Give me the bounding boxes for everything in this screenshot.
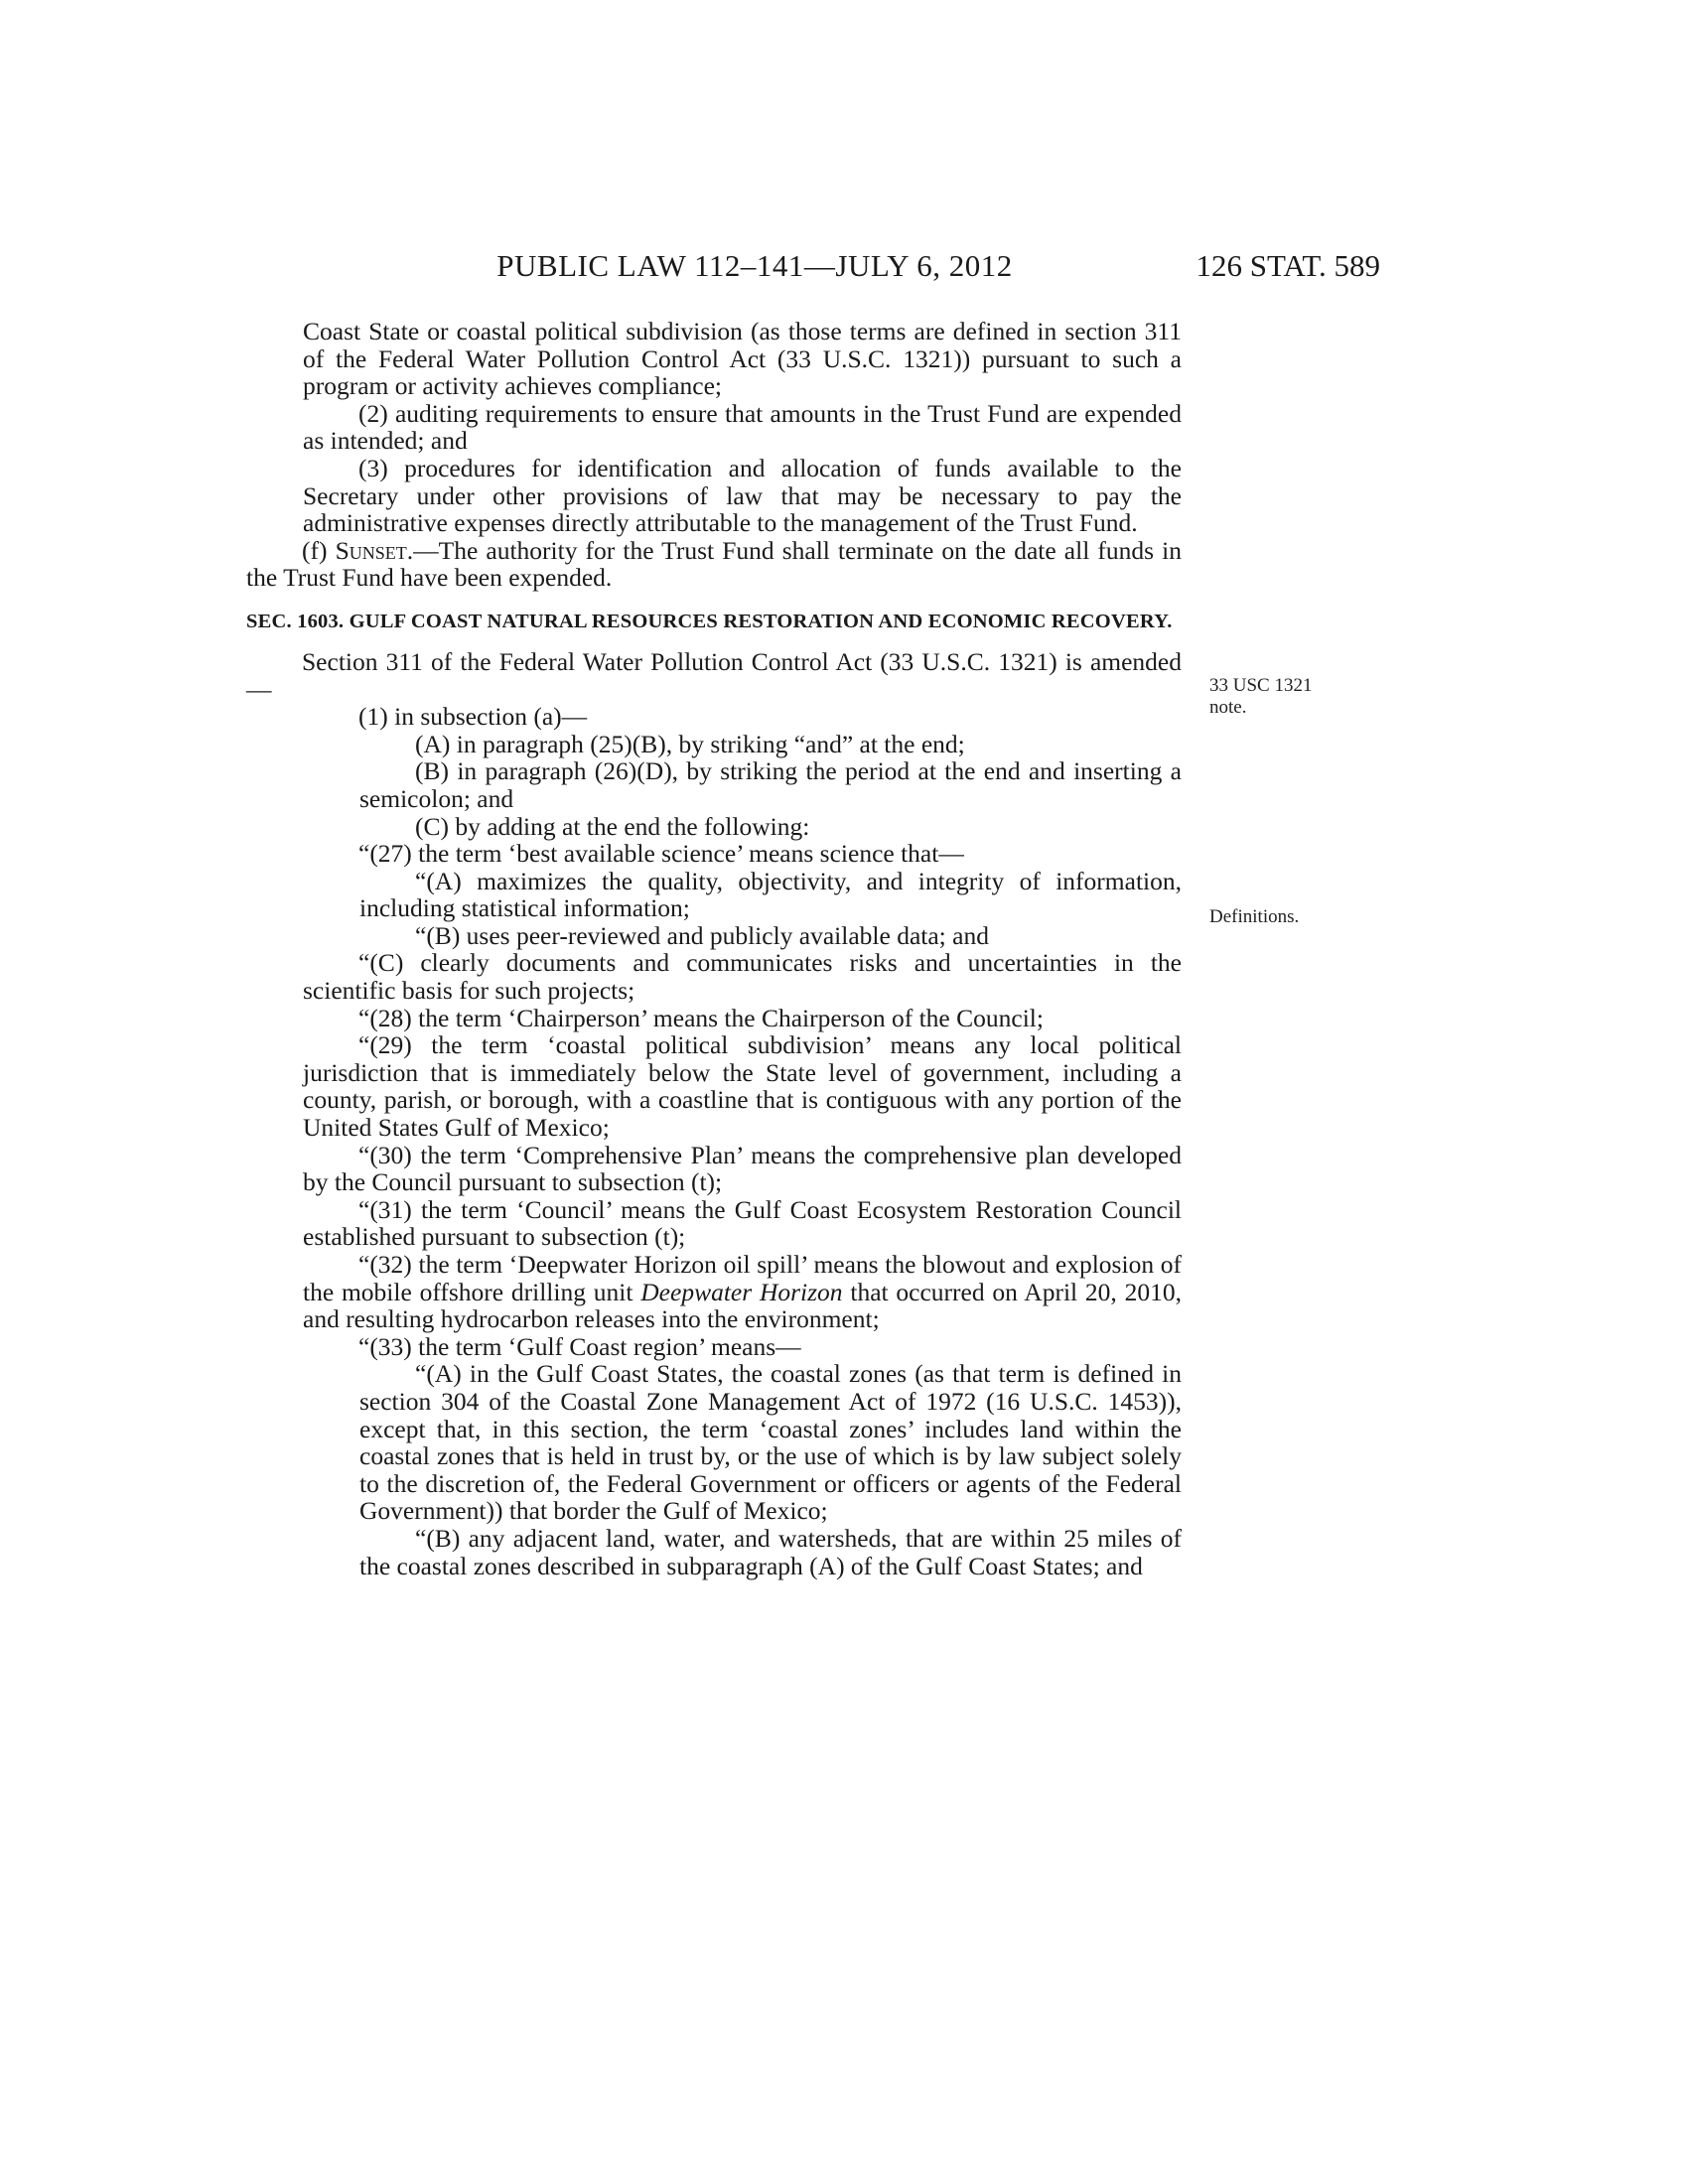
paragraph: “(B) uses peer-reviewed and publicly available data; and bbox=[415, 920, 989, 950]
running-header-title: PUBLIC LAW 112–141—JULY 6, 2012 bbox=[496, 248, 1013, 283]
paragraph: (1) in subsection (a)— bbox=[358, 702, 588, 732]
paragraph: (C) by adding at the end the following: bbox=[415, 811, 810, 841]
section-heading: SEC. 1603. GULF COAST NATURAL RESOURCES RESTORATION AND ECONOMIC RECOVERY. bbox=[246, 610, 1173, 632]
paragraph: (3) procedures for identification and allocation of funds available to the Secretary under other provisions of law that may be necessary to pay the administrative expenses directly attributable to the management of the Trust Fund. bbox=[303, 453, 1182, 538]
paragraph-text: that occurred on April 20, 2010, and resulting hydrocarbon releases into the environment; bbox=[303, 1277, 1182, 1334]
subsection-text: .—The authority for the Trust Fund shall terminate on the date all funds in the Trust Fund have been expended. bbox=[246, 535, 1182, 593]
paragraph: “(33) the term ‘Gulf Coast region’ means— bbox=[358, 1331, 801, 1361]
margin-note-usc: 33 USC 1321 note. bbox=[1209, 675, 1313, 718]
paragraph: (2) auditing requirements to ensure that amounts in the Trust Fund are expended as intended; and bbox=[303, 398, 1182, 456]
document-body bbox=[246, 317, 1182, 1580]
vessel-name: Deepwater Horizon bbox=[640, 1277, 843, 1306]
paragraph: “(31) the term ‘Council’ means the Gulf Coast Ecosystem Restoration Council established pursuant to subsection (t); bbox=[303, 1194, 1182, 1252]
paragraph: “(A) in the Gulf Coast States, the coastal zones (as that term is defined in section 304 of the Coastal Zone Management Act of 1972 (16 U.S.C. 1453)), except that, in this section, the term ‘coastal zones’ includes land within the coastal zones that is held in trust by, or the use of which is by law subject solely to the discretion of, the Federal Government or officers or agents of the Federal Government)) that border the Gulf of Mexico; bbox=[359, 1359, 1182, 1526]
paragraph bbox=[303, 1251, 1182, 1333]
paragraph: (A) in paragraph (25)(B), by striking “and” at the end; bbox=[415, 729, 965, 758]
paragraph: Coast State or coastal political subdivision (as those terms are defined in section 311 of the Federal Water Pollution Control Act (33 U.S.C. 1321)) pursuant to such a program or activity achieves compliance; bbox=[303, 317, 1182, 401]
paragraph: “(A) maximizes the quality, objectivity, and integrity of information, including statistical information; bbox=[359, 866, 1182, 923]
paragraph: “(C) clearly documents and communicates risks and uncertainties in the scientific basis for such projects; bbox=[303, 948, 1182, 1006]
subsection-heading: Sunset bbox=[335, 535, 407, 565]
subsection-f bbox=[246, 537, 1182, 592]
paragraph: “(B) any adjacent land, water, and watersheds, that are within 25 miles of the coastal zones described in subparagraph (A) of the Gulf Coast States; and bbox=[359, 1523, 1182, 1580]
paragraph: “(30) the term ‘Comprehensive Plan’ means the comprehensive plan developed by the Council pursuant to subsection (t); bbox=[303, 1140, 1182, 1197]
paragraph-text: “(32) the term ‘Deepwater Horizon oil spill’ means the blowout and explosion of the mobile offshore drilling unit bbox=[303, 1250, 1182, 1306]
paragraph: (B) in paragraph (26)(D), by striking the period at the end and inserting a semicolon; and bbox=[359, 756, 1182, 813]
paragraph: “(29) the term ‘coastal political subdivision’ means any local political jurisdiction that is immediately below the State level of government, including a county, parish, or borough, with a coastline that is contiguous with any portion of the United States Gulf of Mexico; bbox=[303, 1030, 1182, 1143]
paragraph: Section 311 of the Federal Water Pollution Control Act (33 U.S.C. 1321) is amended— bbox=[246, 646, 1182, 704]
margin-note-definitions: Definitions. bbox=[1209, 906, 1300, 927]
subsection-label: (f) bbox=[302, 535, 336, 565]
paragraph: “(27) the term ‘best available science’ means science that— bbox=[358, 839, 964, 869]
paragraph: “(28) the term ‘Chairperson’ means the Chairperson of the Council; bbox=[358, 1003, 1044, 1032]
statute-page-number: 126 STAT. 589 bbox=[1196, 248, 1380, 283]
